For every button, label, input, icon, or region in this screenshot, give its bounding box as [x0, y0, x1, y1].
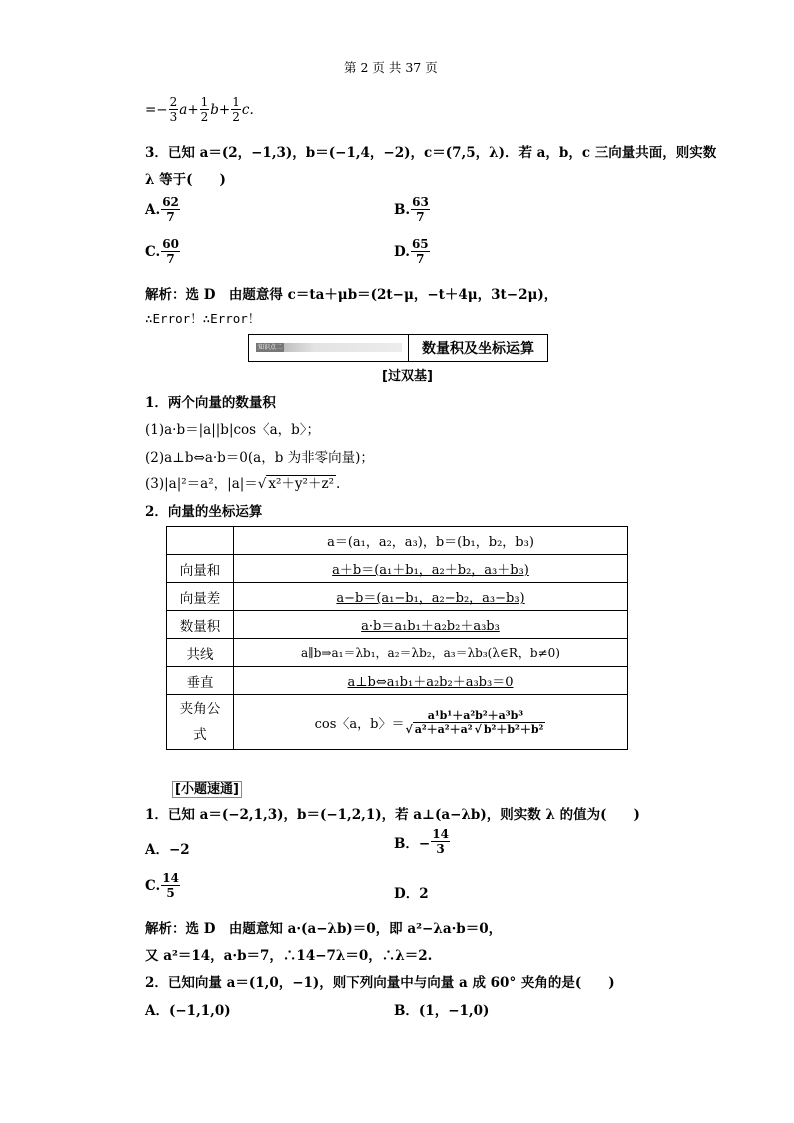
frac-den: 3	[436, 842, 445, 856]
q3-analysis	[145, 283, 557, 303]
quick-q1-analysis-1	[145, 917, 502, 937]
intro-lead: =−	[145, 101, 168, 118]
quick-q1-option-b	[394, 828, 451, 855]
intro-term: c.	[241, 101, 254, 118]
table-row	[167, 639, 628, 667]
q3-option-a	[145, 196, 181, 223]
option-label: C.	[145, 243, 161, 260]
q3-error-line: ∴Error！∴Error！	[145, 311, 261, 326]
angle-label-line2: 式	[193, 727, 207, 743]
option-label: B.	[394, 201, 411, 218]
quick-q1-option-c	[145, 872, 181, 899]
option-frac	[161, 238, 180, 265]
analysis-label: 解析：	[145, 921, 186, 937]
section-banner	[248, 334, 548, 362]
frac-den: 7	[166, 252, 175, 266]
quick-q1-option-d: D．2	[394, 886, 429, 902]
table-row	[167, 667, 628, 695]
item-tail: .	[336, 476, 341, 492]
quick-q1-stem: 1．已知 a＝(−2,1,3)，b＝(−1,2,1)，若 a⊥(a−λb)，则实数 λ 的值为( )	[145, 807, 640, 823]
row-label: 数量积	[167, 611, 234, 639]
row-formula: a−b＝(a₁−b₁，a₂−b₂，a₃−b₃)	[234, 583, 628, 611]
angle-frac	[406, 710, 546, 735]
quick-q2-option-b: B．(1，−1,0)	[394, 1003, 490, 1019]
option-frac	[431, 828, 450, 855]
frac-num: 14	[162, 871, 179, 885]
frac-num: 1	[200, 95, 209, 109]
quick-q2-stem: 2．已知向量 a＝(1,0，−1)，则下列向量中与向量 a 成 60° 夹角的是( )	[145, 975, 615, 991]
frac-num: 60	[162, 237, 179, 251]
table-header-formula: a＝(a₁，a₂，a₃)，b＝(b₁，b₂，b₃)	[234, 527, 628, 555]
intro-frac-2	[200, 96, 210, 123]
row-formula: a＋b＝(a₁＋b₁，a₂＋b₂，a₃＋b₃)	[234, 555, 628, 583]
intro-expression	[145, 96, 254, 123]
row-label: 垂直	[167, 667, 234, 695]
frac-num: 62	[162, 195, 179, 209]
option-label: A.	[145, 201, 161, 218]
row-formula: a⊥b⇔a₁b₁＋a₂b₂＋a₃b₃＝0	[234, 667, 628, 695]
frac-den: 2	[232, 110, 240, 124]
dot-product-item-1: (1)a·b＝|a||b|cos〈a，b〉；	[145, 422, 321, 438]
coords-heading: 2．向量的坐标运算	[145, 504, 263, 520]
quick-tag	[172, 778, 242, 797]
section-banner-left	[249, 335, 409, 361]
analysis-text: 选 D 由题意知 a·(a−λb)＝0，即 a²−λa·b＝0，	[185, 921, 503, 937]
frac-den: 7	[166, 210, 175, 224]
frac-num: 14	[432, 827, 449, 841]
q3-option-d	[394, 238, 431, 265]
row-label-angle	[167, 695, 234, 750]
frac-num: 65	[411, 237, 429, 251]
row-label: 共线	[167, 639, 234, 667]
angle-label-line1: 夹角公	[179, 701, 221, 717]
table-row	[167, 555, 628, 583]
analysis-label: 解析：	[145, 287, 186, 303]
page-indicator: 第 2 页 共 37 页	[344, 60, 438, 75]
q3-stem-line2: λ 等于( )	[145, 172, 226, 188]
option-frac	[411, 196, 430, 223]
intro-frac-1	[169, 96, 179, 123]
section-tag: 知识点二	[258, 344, 283, 351]
intro-term: a+	[179, 101, 199, 118]
row-formula: a∥b⇒a₁＝λb₁，a₂＝λb₂，a₃＝λb₃(λ∈R，b≠0)	[234, 639, 628, 667]
q3-option-b	[394, 196, 431, 223]
sqrt-a: a²＋a²＋a²	[414, 722, 473, 736]
table-cell-empty	[167, 527, 234, 555]
row-formula: a·b＝a₁b₁＋a₂b₂＋a₃b₃	[234, 611, 628, 639]
coords-table	[166, 526, 628, 750]
row-label: 向量和	[167, 555, 234, 583]
quick-q2-option-a: A．(−1,1,0)	[145, 1003, 231, 1019]
intro-frac-3	[231, 96, 241, 123]
dot-product-item-2: (2)a⊥b⇔a·b＝0(a，b 为非零向量)；	[145, 450, 374, 466]
angle-lead: cos〈a，b〉＝	[314, 716, 405, 732]
option-label: B．−	[394, 835, 431, 852]
analysis-text: 选 D 由题意得 c＝ta＋μb＝(2t−μ，−t＋4μ，3t−2μ)，	[185, 287, 558, 303]
option-frac	[161, 196, 180, 223]
row-formula-angle	[234, 695, 628, 750]
table-row	[167, 611, 628, 639]
option-frac	[161, 872, 180, 899]
q3-option-c	[145, 238, 181, 265]
quick-q1-analysis-2: 又 a²＝14，a·b＝7，∴14−7λ＝0，∴λ＝2.	[145, 948, 433, 964]
section-banner-strip	[256, 343, 402, 352]
intro-term: b+	[210, 101, 231, 118]
table-row	[167, 583, 628, 611]
q3-stem-line1: 3．已知 a＝(2，−1,3)，b＝(−1,4，−2)，c＝(7,5，λ)．若 a，b，c 三向量共面，则实数	[145, 145, 717, 161]
frac-den: √ a²＋a²＋a² √ b²＋b²＋b²	[405, 722, 544, 736]
item-text: (3)|a|²＝a²，|a|＝	[145, 476, 258, 492]
frac-num: 1	[232, 95, 240, 109]
section-title: 数量积及坐标运算	[422, 341, 534, 357]
frac-num: 63	[412, 195, 429, 209]
dot-product-item-3: (3)|a|²＝a²，|a|＝√ x²＋y²＋z² .	[145, 476, 341, 492]
quick-tag-text: [小题速通]	[172, 781, 242, 798]
frac-den: 2	[200, 110, 209, 124]
option-frac	[411, 238, 430, 265]
sqrt-expression: x²＋y²＋z²	[268, 476, 334, 492]
option-label: C.	[145, 877, 161, 894]
row-label: 向量差	[167, 583, 234, 611]
frac-den: 3	[169, 110, 178, 124]
option-label: D.	[394, 243, 410, 260]
section-subtitle: [过双基]	[382, 369, 433, 384]
table-row	[167, 527, 628, 555]
frac-den: 7	[416, 210, 425, 224]
table-row	[167, 695, 628, 750]
quick-q1-option-a: A．−2	[145, 842, 190, 858]
frac-den: 5	[166, 886, 175, 900]
sqrt-b: b²＋b²＋b²	[483, 722, 544, 736]
dot-product-heading: 1．两个向量的数量积	[145, 395, 276, 411]
frac-den: 7	[416, 252, 425, 266]
frac-num: a¹b¹＋a²b²＋a³b³	[427, 708, 524, 722]
frac-num: 2	[169, 95, 178, 109]
